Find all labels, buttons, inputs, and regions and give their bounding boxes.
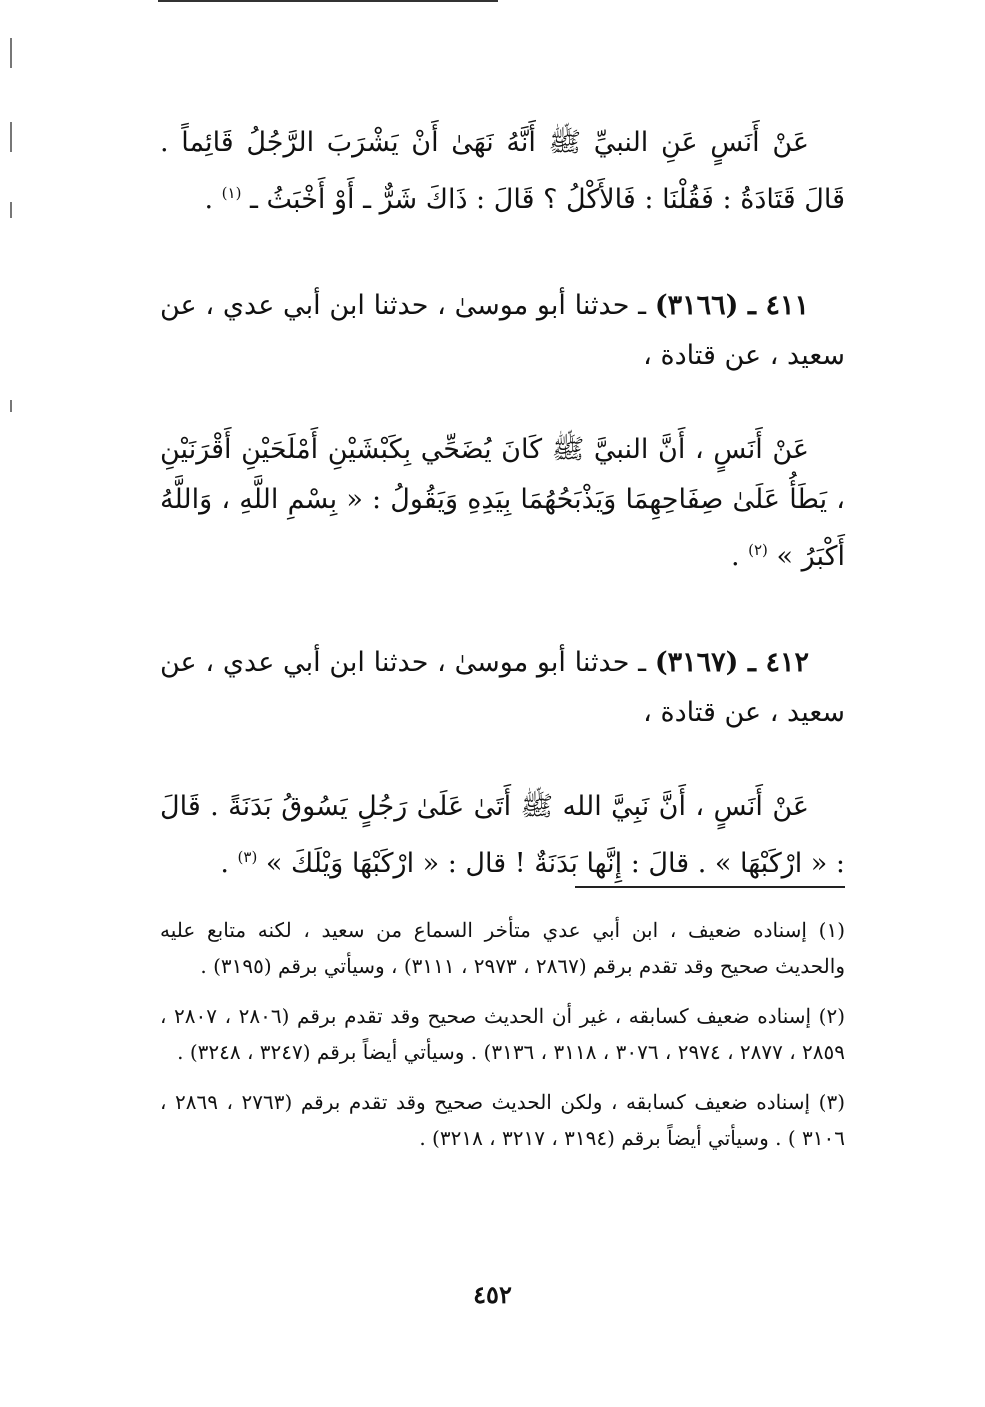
matn-text: عَنْ أَنَسٍ ، أَنَّ نَبِيَّ الله ﷺ أَتَىٰ عَلَىٰ رَجُلٍ يَسُوقُ بَدَنَةً . قَالَ : « ارْكَبْهَا » . قالَ : إِنَّها بَدَنَةٌ ! قال : « ارْكَبْهَا وَيْلَكَ »	[160, 791, 845, 879]
footnote: (٢) إسناده ضعيف كسابقه ، غير أن الحديث صحيح وقد تقدم برقم (٢٨٠٦ ، ٢٨٠٧ ، ٢٨٥٩ ، ٢٨٧٧ ، ٢٩٧٤ ، ٣٠٧٦ ، ٣١١٨ ، ٣١٣٦) . وسيأتي أيضاً برقم (٣٢٤٧ ، ٣٢٤٨) .	[160, 1004, 846, 1064]
footnote-rule	[575, 886, 845, 888]
footnote-ref: (٣)	[237, 848, 258, 866]
footnote: (٣) إسناده ضعيف كسابقه ، ولكن الحديث صحيح وقد تقدم برقم (٢٧٦٣ ، ٢٨٦٩ ، ٣١٠٦ ) . وسيأتي أيضاً برقم (٣١٩٤ ، ٣٢١٧ ، ٣٢١٨) .	[160, 1090, 846, 1150]
footnote: (١) إسناده ضعيف ، ابن أبي عدي متأخر السماع من سعيد ، لكنه متابع عليه والحديث صحيح وقد تقدم برقم (٢٨٦٧ ، ٢٩٧٣ ، ٣١١١) ، وسيأتي برقم (٣١٩٥) .	[160, 918, 845, 978]
page-number: ٤٥٢	[473, 1280, 512, 1309]
hadith-number: ٤١١ ـ (٣١٦٦)	[654, 290, 809, 321]
footnote-ref: (١)	[221, 184, 242, 202]
main-text	[160, 118, 845, 889]
margin-mark	[10, 38, 12, 68]
margin-mark	[10, 122, 12, 152]
hadith-matn: عَنْ أَنَسٍ عَنِ النبيِّ ﷺ أَنَّهُ نَهَىٰ أَنْ يَشْرَبَ الرَّجُلُ قَائِماً . قَالَ قَتَادَةُ : فَقُلْنَا : فَالأَكْلُ ؟ قَالَ : ذَاكَ شَرٌّ ـ أَوْ أَخْبَثُ ـ $^{(١)}$ .	[160, 127, 845, 215]
hadith-isnad	[160, 638, 845, 738]
margin-mark	[10, 400, 12, 412]
isnad-text: ـ حدثنا أبو موسىٰ ، حدثنا ابن أبي عدي ، عن سعيد ، عن قتادة ،	[160, 290, 845, 371]
matn-text: عَنْ أَنَسٍ عَنِ النبيِّ ﷺ أَنَّهُ نَهَىٰ أَنْ يَشْرَبَ الرَّجُلُ قَائِماً . قَالَ قَتَادَةُ : فَقُلْنَا : فَالأَكْلُ ؟ قَالَ : ذَاكَ شَرٌّ ـ أَوْ أَخْبَثُ ـ	[160, 127, 845, 215]
hadith-matn: عَنْ أَنَسٍ ، أَنَّ النبيَّ ﷺ كَانَ يُضَحِّي بِكَبْشَيْنِ أَمْلَحَيْنِ أَقْرَنَيْنِ ، يَطَأُ عَلَىٰ صِفَاحِهِمَا وَيَذْبَحُهُمَا بِيَدِهِ وَيَقُولُ : « بِسْمِ اللَّهِ ، وَاللَّهُ أَكْبَرُ » $^{(٢)}$ .	[160, 434, 845, 572]
footnote-ref: (٢)	[748, 541, 768, 559]
isnad-text: ـ حدثنا أبو موسىٰ ، حدثنا ابن أبي عدي ، عن سعيد ، عن قتادة ،	[160, 647, 845, 728]
matn-text: عَنْ أَنَسٍ ، أَنَّ النبيَّ ﷺ كَانَ يُضَحِّي بِكَبْشَيْنِ أَمْلَحَيْنِ أَقْرَنَيْنِ ، يَطَأُ عَلَىٰ صِفَاحِهِمَا وَيَذْبَحُهُمَا بِيَدِهِ وَيَقُولُ : « بِسْمِ اللَّهِ ، وَاللَّهُ أَكْبَرُ »	[160, 434, 845, 572]
footnotes	[160, 912, 845, 1170]
top-rule	[158, 0, 498, 2]
hadith-matn: عَنْ أَنَسٍ ، أَنَّ نَبِيَّ الله ﷺ أَتَىٰ عَلَىٰ رَجُلٍ يَسُوقُ بَدَنَةً . قَالَ : « ارْكَبْهَا » . قالَ : إِنَّها بَدَنَةٌ ! قال : « ارْكَبْهَا وَيْلَكَ » $^{(٣)}$ .	[160, 791, 845, 879]
margin-mark	[10, 202, 12, 218]
hadith-number: ٤١٢ ـ (٣١٦٧)	[654, 647, 809, 678]
hadith-isnad	[160, 281, 845, 381]
